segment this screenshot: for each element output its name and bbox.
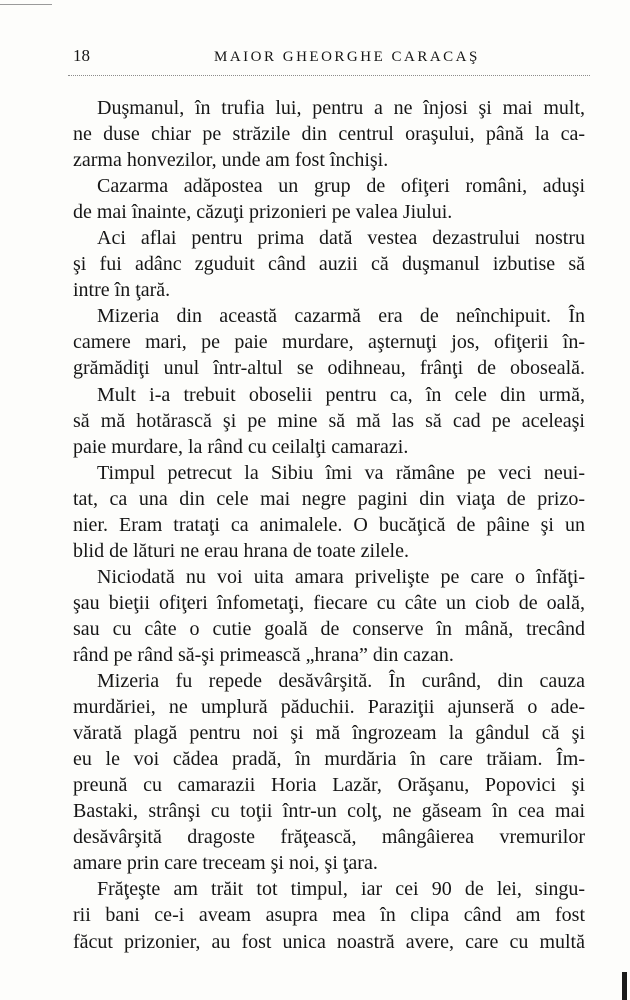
paragraph <box>73 303 585 381</box>
text-line: Frăţeşte am trăit tot timpul, iar cei 90 de lei, singu- <box>97 878 585 901</box>
paragraph <box>73 173 585 225</box>
paragraph <box>73 225 585 303</box>
text-line: ne duse chiar pe străzile din centrul oraşului, până la ca- <box>73 123 585 146</box>
text-line: intre în ţară. <box>73 279 171 302</box>
text-line: de mai înainte, căzuţi prizonieri pe valea Jiului. <box>73 201 453 224</box>
text-line: Niciodată nu voi uita amara privelişte pe care o înfăţi- <box>97 565 585 588</box>
text-line: grămădiţi unul într-altul se odihneau, frânţi de oboseală. <box>73 357 585 380</box>
paragraph <box>73 876 585 954</box>
text-line: Aci aflai pentru prima dată vestea dezastrului nostru <box>97 227 585 250</box>
text-line: rând pe rând să-şi primească „hrana” din cazan. <box>73 643 454 666</box>
paragraph <box>73 382 585 460</box>
paragraph <box>73 95 585 173</box>
body-text <box>73 95 585 955</box>
text-line: vărată plagă pentru noi şi mă îngrozeam la gândul că şi <box>73 722 585 745</box>
text-line: Cazarma adăpostea un grup de ofiţeri români, aduşi <box>97 175 585 198</box>
scan-edge-top <box>0 4 52 5</box>
text-line: făcut prizonier, au fost unica noastră avere, care cu multă <box>73 930 585 953</box>
text-line: sau cu câte o cutie goală de conserve în mână, trecând <box>73 617 585 640</box>
text-line: Mizeria fu repede desăvârşită. În curând, din cauza <box>97 670 585 693</box>
text-line: Timpul petrecut la Sibiu îmi va rămâne pe veci neui- <box>97 461 585 484</box>
page-number: 18 <box>73 46 90 65</box>
text-line: Duşmanul, în trufia lui, pentru a ne înjosi şi mai mult, <box>97 97 585 119</box>
running-title: MAIOR GHEORGHE CARACAŞ <box>214 49 480 65</box>
text-line: şau bieţii ofiţeri înfometaţi, fiecare cu câte un ciob de oală, <box>73 591 585 614</box>
text-line: rii bani ce-i aveam asupra mea în clipa când am fost <box>73 904 585 927</box>
text-line: paie murdare, la rând cu ceilalţi camarazi. <box>73 435 409 458</box>
paragraph <box>73 460 585 564</box>
text-line: eu le voi cădea pradă, în murdăria în care trăiam. Îm- <box>73 748 585 771</box>
text-line: Mult i-a trebuit oboselii pentru ca, în cele din urmă, <box>97 383 585 406</box>
text-line: să mă hotărască şi pe mine să mă las să cad pe aceleaşi <box>73 409 585 432</box>
text-line: murdăriei, ne umplură păduchii. Paraziţii ajunseră o ade- <box>73 696 585 719</box>
text-line: Mizeria din această cazarmă era de neînchipuit. În <box>97 305 585 328</box>
text-line: nier. Eram trataţi ca animalele. O bucăţică de pâine şi un <box>73 513 585 536</box>
paragraph <box>73 668 585 876</box>
text-line: amare prin care treceam şi noi, şi ţara. <box>73 852 378 875</box>
text-line: tat, ca una din cele mai negre pagini din viaţa de prizo- <box>73 487 585 510</box>
text-line: blid de lături ne erau hrana de toate zilele. <box>73 539 409 562</box>
text-line: camere mari, pe paie murdare, aşternuţi jos, ofiţerii în- <box>73 331 585 354</box>
text-line: preună cu camarazii Horia Lazăr, Orăşanu, Popovici şi <box>73 774 585 797</box>
paragraph <box>73 564 585 668</box>
text-line: şi fui adânc zguduit când auzii că duşmanul izbutise să <box>73 253 585 276</box>
text-line: zarma honvezilor, unde am fost închişi. <box>73 149 389 172</box>
text-line: desăvârşită dragoste frăţească, mângâierea vremurilor <box>73 826 585 849</box>
page-edge-mark <box>622 972 627 1000</box>
text-line: Bastaki, strânşi cu toţii într-un colţ, ne găseam în cea mai <box>73 800 585 823</box>
header-rule <box>68 75 590 76</box>
